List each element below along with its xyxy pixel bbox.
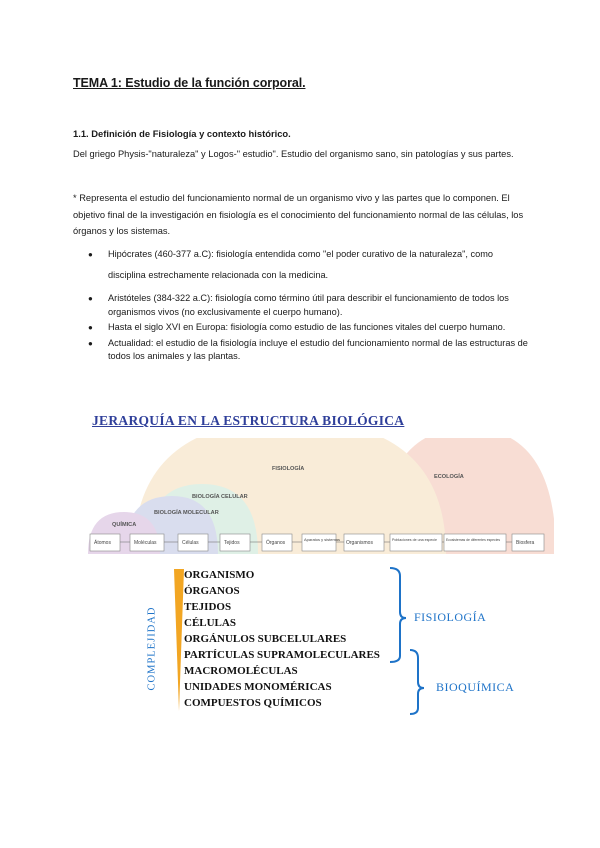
complejidad-axis-label: COMPLEJIDAD <box>146 606 158 691</box>
level-tejidos: TEJIDOS <box>184 601 232 613</box>
box-ecosistemas <box>444 534 506 551</box>
list-item: ● Actualidad: el estudio de la fisiología incluye el estudio del funcionamiento normal de las estructuras de todos los animales y las plantas. <box>88 337 528 364</box>
box-label: Ecosistemas de diferentes especies <box>446 538 501 542</box>
group-brackets <box>388 566 428 718</box>
level-boxes <box>90 534 544 551</box>
objective-paragraph: * Representa el estudio del funcionamiento normal de un organismo vivo y las partes que lo componen. El objetivo final de la investigación en fisiología es el conocimiento del funcionamiento normal de las células, los órganos y los sistemas. <box>73 193 524 236</box>
biologia-celular-arc-label: BIOLOGÍA CELULAR <box>192 494 248 500</box>
level-organulos: ORGÁNULOS SUBCELULARES <box>184 633 347 645</box>
level-compuestos: COMPUESTOS QUÍMICOS <box>184 697 322 709</box>
bioquimica-bracket <box>410 650 424 714</box>
box-label: Átomos <box>94 540 111 546</box>
section-heading: 1.1. Definición de Fisiología y contexto histórico. <box>73 128 291 139</box>
box-label: Organismos <box>346 540 373 546</box>
hierarchy-title: JERARQUÍA EN LA ESTRUCTURA BIOLÓGICA <box>92 413 405 428</box>
level-celulas: CÉLULAS <box>184 617 236 629</box>
list-item: ● Aristóteles (384-322 a.C): fisiología como término útil para describir el funcionamiento de todos los organismos vivos (no exclusivamente el cuerpo humano). <box>88 292 528 319</box>
fisiologia-arc-label: FISIOLOGÍA <box>272 466 305 472</box>
box-label: Tejidos <box>224 540 240 546</box>
box-label: Células <box>182 540 199 546</box>
level-particulas: PARTÍCULAS SUPRAMOLECULARES <box>184 649 380 661</box>
level-macromoleculas: MACROMOLÉCULAS <box>184 665 298 677</box>
history-list <box>88 244 528 364</box>
list-item: ● Hipócrates (460-377 a.C): fisiología entendida como "el poder curativo de la naturaleza", como disciplina estrechamente relacionada con la medicina. <box>88 244 528 286</box>
group-bioquimica-label: BIOQUÍMICA <box>436 680 515 694</box>
list-item: ● Hasta el siglo XVI en Europa: fisiología como estudio de las funciones vitales del cuerpo humano. <box>88 321 528 335</box>
level-organismo: ORGANISMO <box>184 569 255 581</box>
ecologia-arc-label: ECOLOGÍA <box>434 474 464 480</box>
level-unidades: UNIDADES MONOMÉRICAS <box>184 681 332 693</box>
box-label: Biosfera <box>516 540 535 546</box>
level-organos: ÓRGANOS <box>184 585 240 597</box>
biologia-molecular-arc-label: BIOLOGÍA MOLECULAR <box>154 510 219 516</box>
box-label: Moléculas <box>134 540 157 546</box>
fisiologia-bracket <box>390 568 406 662</box>
group-fisiologia-label: FISIOLOGÍA <box>414 610 487 624</box>
box-label: Poblaciones de una especie <box>392 538 437 542</box>
complexity-pyramid <box>130 565 190 715</box>
pyramid-shape <box>174 569 184 711</box>
hierarchy-diagram <box>84 438 554 560</box>
definition-paragraph: Del griego Physis-"naturaleza" y Logos-" estudio". Estudio del organismo sano, sin patologías y sus partes. <box>73 149 514 159</box>
page-title: TEMA 1: Estudio de la función corporal. <box>73 76 306 90</box>
box-label: Órganos <box>266 540 286 546</box>
box-poblaciones <box>390 534 442 551</box>
box-label: Aparatos y sistemas <box>304 537 341 542</box>
quimica-arc-label: QUÍMICA <box>112 522 137 528</box>
